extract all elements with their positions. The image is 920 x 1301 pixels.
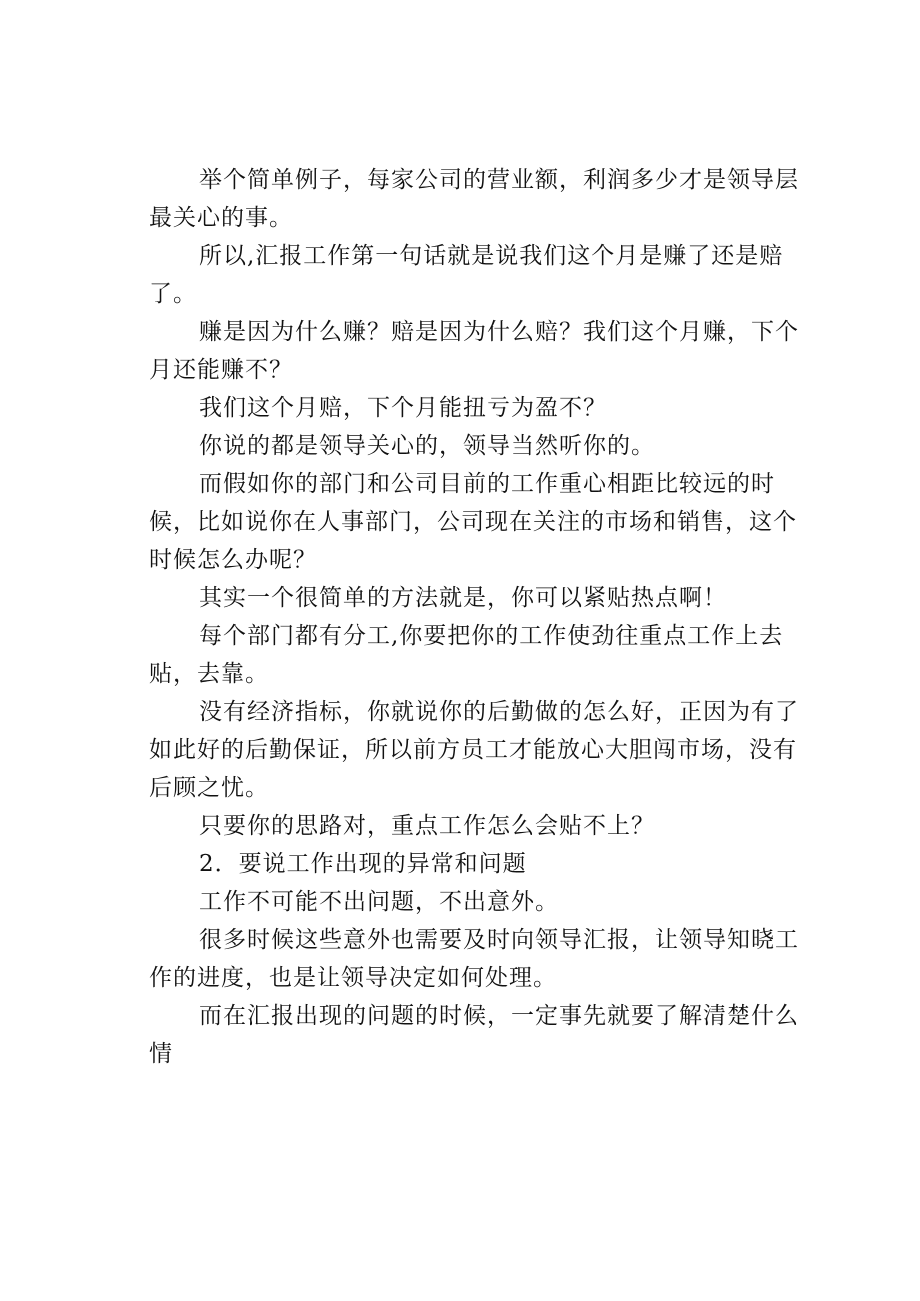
paragraph-8: 每个部门都有分工,你要把你的工作使劲往重点工作上去贴，去靠。 — [149, 623, 784, 687]
document-body — [149, 161, 801, 1073]
paragraph-2: 所以,汇报工作第一句话就是说我们这个月是赚了还是赔了。 — [149, 243, 784, 307]
paragraph-13: 很多时候这些意外也需要及时向领导汇报，让领导知晓工作的进度，也是让领导决定如何处理。 — [149, 927, 799, 991]
paragraph-9: 没有经济指标，你就说你的后勤做的怎么好，正因为有了如此好的后勤保证，所以前方员工才能放心大胆闯市场，没有后顾之忧。 — [149, 699, 799, 801]
paragraph-14: 而在汇报出现的问题的时候，一定事先就要了解清楚什么情 — [149, 1003, 799, 1067]
section-heading: 2．要说工作出现的异常和问题 — [199, 851, 527, 877]
paragraph-1: 举个简单例子，每家公司的营业额，利润多少才是领导层最关心的事。 — [149, 167, 799, 231]
paragraph-7: 其实一个很简单的方法就是，你可以紧贴热点啊！ — [199, 585, 727, 611]
paragraph-6: 而假如你的部门和公司目前的工作重心相距比较远的时候，比如说你在人事部门，公司现在关注的市场和销售，这个时候怎么办呢？ — [149, 471, 797, 573]
paragraph-5: 你说的都是领导关心的，领导当然听你的。 — [199, 433, 655, 459]
paragraph-12: 工作不可能不出问题，不出意外。 — [199, 889, 559, 915]
paragraph-3: 赚是因为什么赚？赔是因为什么赔？我们这个月赚，下个月还能赚不？ — [149, 319, 799, 383]
paragraph-4: 我们这个月赔，下个月能扭亏为盈不？ — [199, 395, 607, 421]
paragraph-10: 只要你的思路对，重点工作怎么会贴不上？ — [199, 813, 655, 839]
